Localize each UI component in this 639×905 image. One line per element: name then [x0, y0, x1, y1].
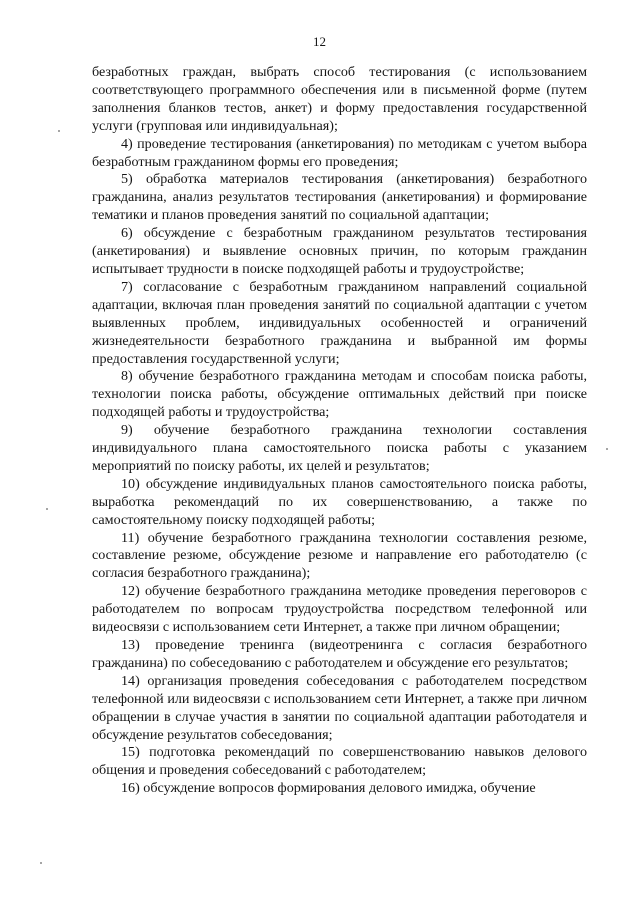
scan-speck — [40, 862, 42, 864]
list-item-13: 13) проведение тренинга (видеотренинга с согласия безработного гражданина) по собеседованию с работодателем и обсуждение его результатов; — [92, 637, 587, 671]
paragraph-continuation: безработных граждан, выбрать способ тестирования (с использованием соответствующего программного обеспечения или в письменной форме (путем заполнения бланков тестов, анкет) и форму предоставления государственной услуги (групповая или индивидуальная); — [92, 64, 587, 134]
list-item-15: 15) подготовка рекомендаций по совершенствованию навыков делового общения и проведения собеседований с работодателем; — [92, 744, 587, 779]
body-text — [92, 64, 587, 798]
list-item-11: 11) обучение безработного гражданина технологии составления резюме, составление резюме, обсуждение резюме и направление его работодателю (с согласия безработного гражданина); — [92, 529, 587, 582]
list-item-8: 8) обучение безработного гражданина методам и способам поиска работы, технологии поиска работы, обсуждение оптимальных действий при поиске подходящей работы и трудоустройства; — [92, 368, 587, 421]
list-item-9: 9) обучение безработного гражданина технологии составления индивидуального плана самостоятельного поиска работы с указанием мероприятий по поиску работы, их целей и результатов; — [92, 422, 587, 474]
list-item-6: 6) обсуждение с безработным гражданином результатов тестирования (анкетирования) и выявление основных причин, по которым гражданин испытывает трудности в поиске подходящей работы и трудоустройстве; — [92, 225, 587, 277]
page-number: 12 — [313, 34, 326, 49]
list-item-12: 12) обучение безработного гражданина методике проведения переговоров с работодателем по вопросам трудоустройства посредством телефонной или видеосвязи с использованием сети Интернет, а также при личном обращении; — [92, 583, 587, 636]
list-item-4: 4) проведение тестирования (анкетирования) по методикам с учетом выбора безработным гражданином формы его проведения; — [92, 135, 587, 170]
list-item-7: 7) согласование с безработным гражданином направлений социальной адаптации, включая план проведения занятий по социальной адаптации с учетом выявленных проблем, индивидуальных особенностей и ограничений жизнедеятельности безработного гражданина и выбранной им формы предоставления государственной услуги; — [92, 278, 587, 367]
list-item-16: 16) обсуждение вопросов формирования делового имиджа, обучение — [121, 780, 536, 797]
list-item-5: 5) обработка материалов тестирования (анкетирования) безработного гражданина, анализ результатов тестирования (анкетирования) и формирование тематики и планов проведения занятий по социальной адаптации; — [92, 171, 587, 224]
scan-speck — [606, 448, 608, 450]
list-item-10: 10) обсуждение индивидуальных планов самостоятельного поиска работы, выработка рекомендаций по их совершенствованию, а также по самостоятельному поиску подходящей работы; — [92, 475, 587, 528]
scan-speck — [58, 130, 60, 132]
list-item-14: 14) организация проведения собеседования с работодателем посредством телефонной или видеосвязи с использованием сети Интернет, а также при личном обращении в случае участия в занятии по социальной адаптации работодателя и обсуждение результатов собеседования; — [92, 672, 587, 743]
scan-speck — [46, 508, 48, 510]
